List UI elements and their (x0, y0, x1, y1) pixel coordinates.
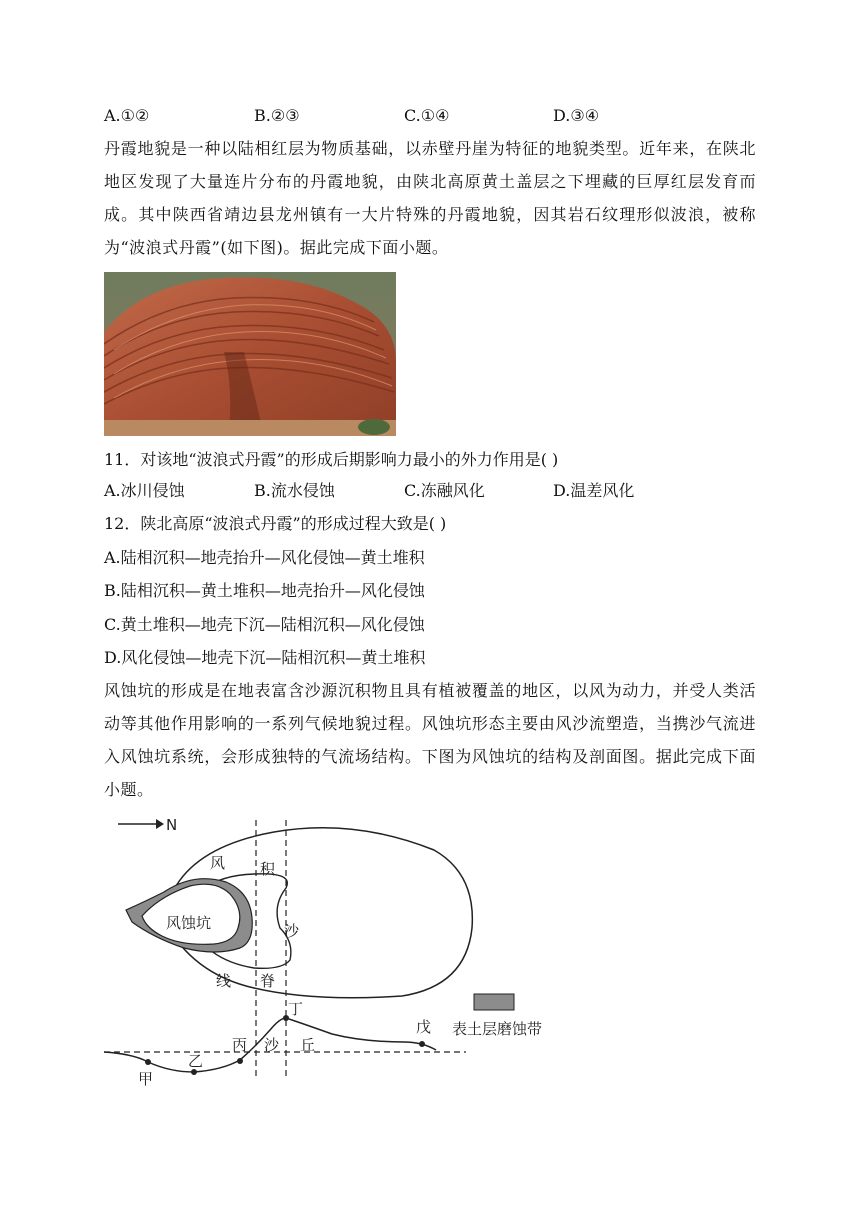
q12-option-d: D.风化侵蚀—地壳下沉—陆相沉积—黄土堆积 (104, 648, 426, 667)
q10-option-b: B.②③ (254, 106, 300, 125)
q11-option-b: B.流水侵蚀 (254, 481, 335, 500)
xian-label: 线 (216, 972, 232, 990)
point-ding: 丁 (288, 1000, 304, 1018)
q11-option-c: C.冻融风化 (404, 481, 485, 500)
point-wu: 戊 (416, 1018, 432, 1036)
q10-option-a: A.①② (104, 106, 150, 125)
q12-option-a: A.陆相沉积—地壳抬升—风化侵蚀—黄土堆积 (104, 548, 425, 567)
q11-option-a: A.冰川侵蚀 (104, 481, 185, 500)
north-label: N (166, 816, 178, 834)
passage-danxia: 丹霞地貌是一种以陆相红层为物质基础，以赤壁丹崖为特征的地貌类型。近年来，在陕北地区发现了大量连片分布的丹霞地貌，由陕北高原黄土盖层之下埋藏的巨厚红层发育而成。其中陕西省靖边县龙州镇有一大片特殊的丹霞地貌，因其岩石纹理形似波浪，被称为“波浪式丹霞”(如下图)。据此完成下面小题。 (104, 139, 756, 257)
q12-option-b: B.陆相沉积—黄土堆积—地壳抬升—风化侵蚀 (104, 581, 425, 600)
pit-label: 风蚀坑 (166, 914, 212, 932)
feng-label: 风 (210, 854, 226, 872)
q12-option-c: C.黄土堆积—地壳下沉—陆相沉积—风化侵蚀 (104, 615, 425, 634)
q10-option-c: C.①④ (404, 106, 450, 125)
legend-swatch (474, 994, 514, 1010)
point-bing: 丙 (232, 1036, 248, 1054)
q11-option-d: D.温差风化 (553, 481, 635, 500)
ji2-label: 脊 (260, 972, 276, 990)
legend-label: 表土层磨蚀带 (452, 1020, 543, 1038)
point-yi: 乙 (188, 1052, 204, 1070)
ji-label: 积 (260, 860, 276, 878)
blowout-figure (104, 810, 564, 1100)
sha-label: 沙 (284, 922, 300, 940)
point-jia: 甲 (138, 1070, 154, 1088)
passage-blowout: 风蚀坑的形成是在地表富含沙源沉积物且具有植被覆盖的地区，以风为动力，并受人类活动等其他作用影响的一系列气候地貌过程。风蚀坑形态主要由风沙流塑造，当携沙气流进入风蚀坑系统，会形成独特的气流场结构。下图为风蚀坑的结构及剖面图。据此完成下面小题。 (104, 681, 756, 799)
dune-sha: 沙 (264, 1036, 280, 1054)
danxia-photo (104, 272, 396, 436)
dune-qiu: 丘 (300, 1036, 316, 1054)
q12-stem: 12．陕北高原“波浪式丹霞”的形成过程大致是( ) (104, 514, 447, 533)
q10-option-d: D.③④ (553, 106, 600, 125)
q11-stem: 11．对该地“波浪式丹霞”的形成后期影响力最小的外力作用是( ) (104, 450, 559, 469)
